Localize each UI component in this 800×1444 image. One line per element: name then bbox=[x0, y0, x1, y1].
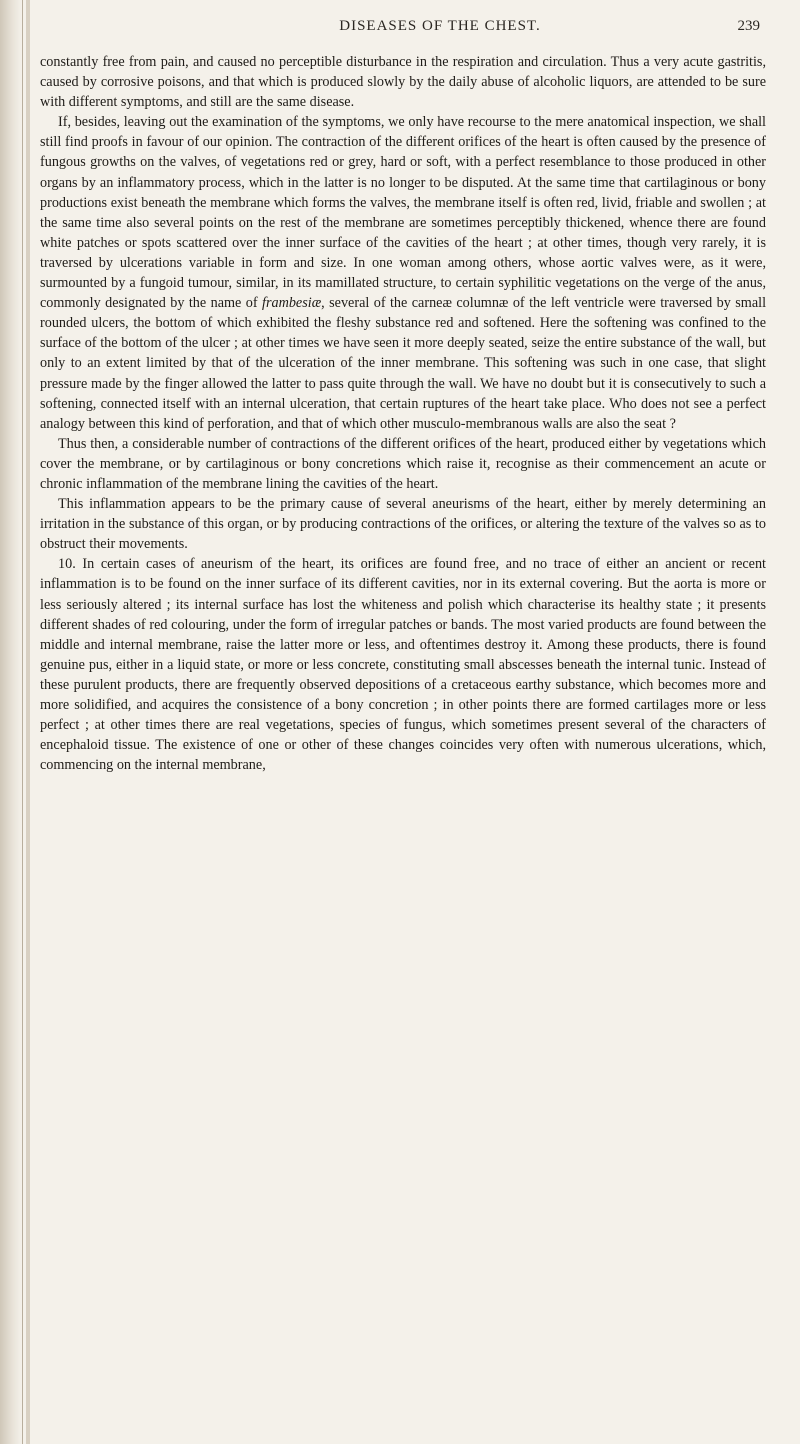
page-number: 239 bbox=[737, 18, 760, 34]
paragraph-5: 10. In certain cases of aneurism of the heart, its orifices are found free, and no trace of either an ancient or recent inflammation is to be found on the inner surface of its different cavities, nor in its external covering. But the aorta is more or less seriously altered ; its internal surface has lost the whiteness and polish which characterise its healthy state ; it presents different shades of red colouring, under the form of irregular patches or bands. The most varied products are found between the middle and internal membrane, raise the latter more or less, and oftentimes destroy it. Among these products, there is found genuine pus, either in a liquid state, or more or less concrete, constituting small abscesses beneath the internal tunic. Instead of these purulent products, there are frequently observed depositions of a cretaceous earthy substance, which becomes more and more solidified, and acquires the consistence of a bony concretion ; in other points there are formed cartilages more or less perfect ; at other times there are real vegetations, species of fungus, which sometimes present several of the characters of encephaloid tissue. The existence of one or other of these changes coincides very often with numerous ulcerations, which, commencing on the internal membrane, bbox=[40, 556, 766, 774]
body-text bbox=[40, 52, 766, 775]
book-binding-edge bbox=[0, 0, 23, 1444]
paragraph-2-text-b: , several of the carneæ columnæ of the left ventricle were traversed by small rounded ulcers, the bottom of which exhibited the fleshy substance red and softened. Here the softening was confined to the surface of the bottom of the ulcer ; at other times we have seen it more deeply seated, seize the entire substance of the wall, but only to an extent limited by that of the ulceration of the inner membrane. This softening was such in one case, that slight pressure made by the finger allowed the latter to pass quite through the wall. We have no doubt but it is consecutively to such a softening, connected itself with an internal ulceration, that certain ruptures of the heart take place. Who does not see a perfect analogy between this kind of perforation, and that of which other musculo-membranous walls are also the seat ? bbox=[40, 295, 767, 432]
paragraph-1: constantly free from pain, and caused no perceptible disturbance in the respiration and circulation. Thus a very acute gastritis, caused by corrosive poisons, and that which is produced slowly by the daily abuse of alcoholic liquors, are attended to be sure with different symptoms, and still are the same disease. bbox=[40, 54, 766, 111]
paragraph-2-text-a: If, besides, leaving out the examination of the symptoms, we only have recourse to the mere anatomical inspection, we shall still find proofs in favour of our opinion. The contraction of the different orifices of the heart is often caused by the presence of fungous growths on the valves, of vegetations red or grey, hard or soft, with a perfect resemblance to those produced in other organs by an inflammatory process, which in the latter is no longer to be disputed. At the same time that cartilaginous or bony productions exist beneath the membrane which forms the valves, the membrane itself is often red, livid, friable and swollen ; at the same time also several points on the rest of the membrane are sometimes perceptibly thickened, whence there are found white patches or spots scattered over the inner surface of the cavities of the heart ; at other times, though very rarely, it is traversed by ulcerations variable in form and size. In one woman among others, whose aortic valves were, as it were, surmounted by a fungoid tumour, similar, in its mamillated structure, to certain syphilitic vegetations on the verge of the anus, commonly designated by the name of bbox=[40, 114, 766, 312]
page-header bbox=[120, 18, 760, 42]
paragraph-3: Thus then, a considerable number of contractions of the different orifices of the heart, produced either by vegetations which cover the membrane, or by cartilaginous or bony concretions which raise it, recognise as their commencement an acute or chronic inflammation of the membrane lining the cavities of the heart. bbox=[40, 435, 766, 492]
italic-term: frambesiæ bbox=[262, 295, 322, 312]
running-head: DISEASES OF THE CHEST. bbox=[339, 18, 541, 34]
page-gutter bbox=[26, 0, 30, 1444]
paragraph-2 bbox=[40, 112, 766, 434]
paragraph-4: This inflammation appears to be the primary cause of several aneurisms of the heart, either by merely determining an irritation in the substance of this organ, or by producing contractions of the orifices, or altering the texture of the valves so as to obstruct their movements. bbox=[40, 496, 766, 553]
